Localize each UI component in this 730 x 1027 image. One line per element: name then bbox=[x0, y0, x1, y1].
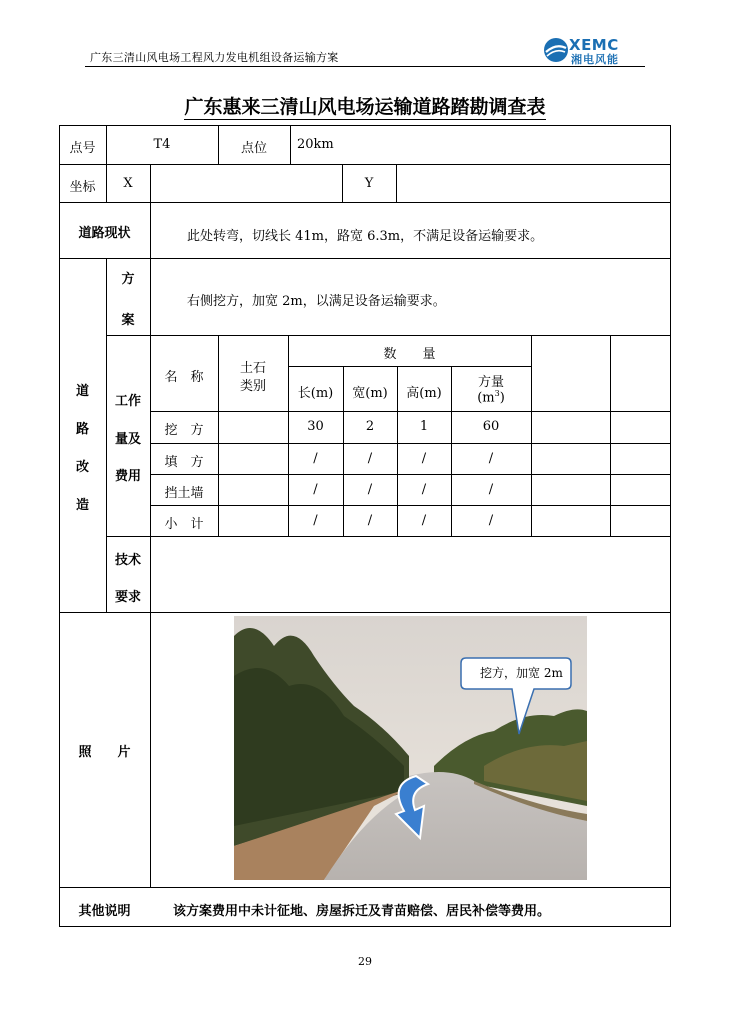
row-length: / bbox=[313, 513, 318, 528]
row-length: / bbox=[313, 482, 318, 497]
col-header-length: 长(m) bbox=[297, 386, 334, 401]
col-header-width: 宽(m) bbox=[352, 386, 388, 401]
col-header-name: 名 称 bbox=[164, 370, 204, 385]
road-status-text: 此处转弯，切线长 41m，路宽 6.3m，不满足设备运输要求。 bbox=[187, 229, 544, 244]
coordinate-label: 坐标 bbox=[69, 180, 96, 195]
row-name: 挡土墙 bbox=[164, 486, 204, 501]
row-length: 30 bbox=[307, 419, 324, 434]
page-number: 29 bbox=[358, 955, 372, 968]
photo-callout: 挖方，加宽 2m bbox=[480, 666, 563, 680]
row-width: / bbox=[367, 513, 373, 528]
road-status-label: 道路现状 bbox=[78, 226, 131, 241]
row-volume: / bbox=[488, 513, 494, 528]
row-name: 小 计 bbox=[164, 517, 204, 532]
col-header-quantity: 数 量 bbox=[383, 347, 436, 362]
row-height: / bbox=[421, 451, 427, 466]
row-volume: / bbox=[488, 482, 494, 497]
road-mod-label-4: 造 bbox=[75, 498, 89, 513]
plan-label-1: 方 bbox=[121, 272, 135, 287]
row-width: / bbox=[367, 451, 373, 466]
row-name: 挖 方 bbox=[164, 423, 204, 438]
header-doc-title: 广东三清山风电场工程风力发电机组设备运输方案 bbox=[90, 51, 339, 64]
logo-subtitle: 湘电风能 bbox=[571, 53, 619, 66]
point-number-label: 点号 bbox=[69, 141, 96, 156]
photo-label: 照 片 bbox=[78, 745, 131, 760]
notes-label: 其他说明 bbox=[78, 904, 131, 919]
plan-label-2: 案 bbox=[121, 313, 135, 328]
form-title: 广东惠来三清山风电场运输道路踏勘调查表 bbox=[184, 96, 546, 118]
point-position-value: 20km bbox=[297, 137, 334, 152]
row-height: 1 bbox=[419, 419, 429, 434]
col-header-soil-1: 土石 bbox=[239, 361, 266, 376]
row-height: / bbox=[421, 482, 427, 497]
tech-label-1: 技术 bbox=[114, 553, 141, 568]
work-label-1: 工作 bbox=[114, 394, 141, 409]
header-rule bbox=[85, 66, 645, 67]
row-volume: / bbox=[488, 451, 494, 466]
road-mod-label-1: 道 bbox=[75, 384, 89, 399]
row-width: / bbox=[367, 482, 373, 497]
col-header-height: 高(m) bbox=[406, 386, 442, 401]
logo-icon bbox=[543, 37, 569, 63]
row-length: / bbox=[313, 451, 318, 466]
col-header-soil-2: 类别 bbox=[239, 379, 266, 394]
road-mod-label-2: 路 bbox=[75, 422, 89, 437]
col-header-volume-1: 方量 bbox=[477, 375, 504, 390]
site-photo bbox=[234, 616, 587, 880]
logo-wordmark: XEMC bbox=[569, 36, 619, 54]
row-width: 2 bbox=[365, 419, 375, 434]
point-number-value: T4 bbox=[153, 137, 171, 152]
point-position-label: 点位 bbox=[240, 141, 267, 156]
coord-y-label: Y bbox=[364, 176, 374, 191]
coord-x-label: X bbox=[123, 176, 133, 191]
col-header-volume-2: $(m^3)$ bbox=[477, 389, 505, 406]
row-height: / bbox=[421, 513, 427, 528]
tech-label-2: 要求 bbox=[114, 590, 141, 605]
row-name: 填 方 bbox=[164, 455, 204, 470]
company-logo bbox=[543, 37, 643, 65]
row-volume: 60 bbox=[482, 419, 500, 434]
work-label-2: 量及 bbox=[114, 432, 141, 447]
plan-text: 右侧挖方，加宽 2m，以满足设备运输要求。 bbox=[187, 294, 446, 309]
notes-text: 该方案费用中未计征地、房屋拆迁及青苗赔偿、居民补偿等费用。 bbox=[173, 904, 551, 919]
road-mod-label-3: 改 bbox=[75, 460, 89, 475]
work-label-3: 费用 bbox=[114, 469, 141, 484]
